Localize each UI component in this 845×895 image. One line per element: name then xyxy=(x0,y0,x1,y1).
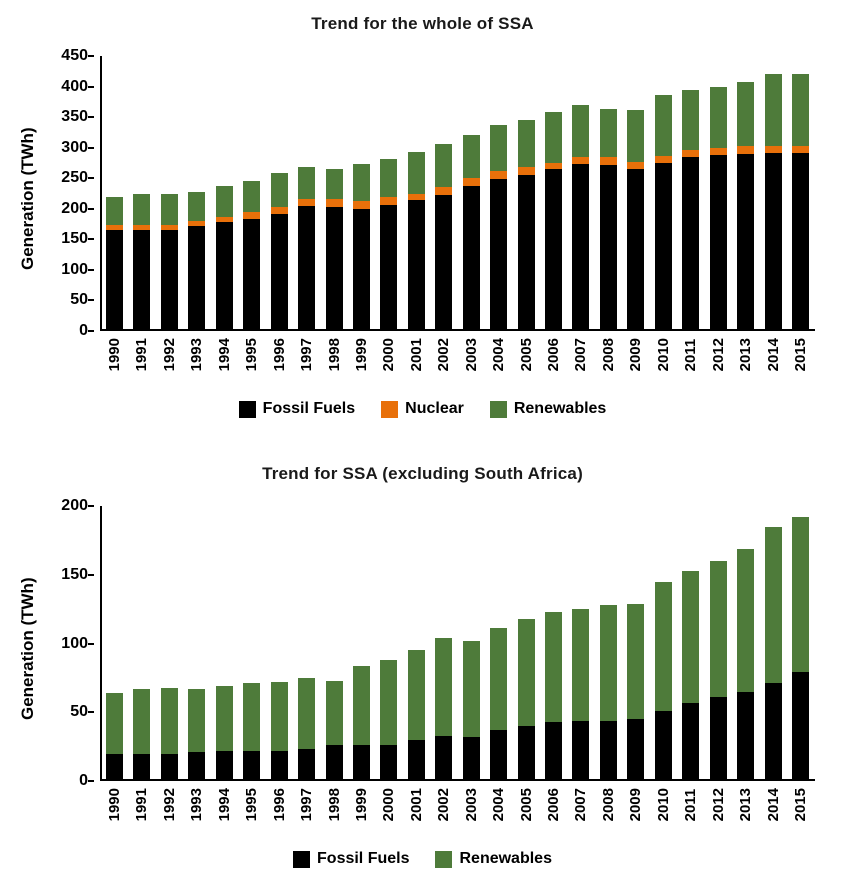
bar-segment-renewables xyxy=(710,561,727,697)
x-tick-label: 2000 xyxy=(380,788,398,822)
legend-label: Renewables xyxy=(459,850,552,867)
y-tick-mark xyxy=(88,147,94,149)
legend-swatch-icon xyxy=(381,401,398,418)
x-tick-label: 2005 xyxy=(517,338,535,372)
bar-column xyxy=(188,56,205,331)
bar-segment-fossil-fuels xyxy=(188,752,205,781)
y-tick-mark xyxy=(88,177,94,179)
x-tick-label: 2009 xyxy=(627,788,645,822)
y-tick-label: 250 xyxy=(61,169,88,187)
y-tick-label: 100 xyxy=(61,634,88,652)
y-tick-mark xyxy=(88,711,94,713)
legend-label: Renewables xyxy=(513,400,607,417)
legend-swatch-icon xyxy=(293,851,310,868)
bar-segment-nuclear xyxy=(435,187,452,194)
bar-segment-nuclear xyxy=(737,146,754,154)
bar-segment-renewables xyxy=(243,683,260,750)
x-tick-label: 2001 xyxy=(407,338,425,372)
y-tick-mark xyxy=(88,86,94,88)
bar-segment-renewables xyxy=(353,164,370,201)
bar-segment-fossil-fuels xyxy=(380,745,397,781)
bar-segment-nuclear xyxy=(518,167,535,174)
bar-column xyxy=(216,56,233,331)
bar-segment-fossil-fuels xyxy=(792,153,809,331)
bar-segment-renewables xyxy=(600,109,617,157)
bar-column xyxy=(463,56,480,331)
bar-segment-renewables xyxy=(737,82,754,146)
chart-top-plot-area xyxy=(61,47,815,339)
bar-column xyxy=(710,56,727,331)
bar-segment-fossil-fuels xyxy=(765,153,782,331)
bar-column xyxy=(682,506,699,781)
bar-segment-nuclear xyxy=(572,157,589,164)
legend-item xyxy=(239,400,355,418)
y-tick-label: 200 xyxy=(61,199,88,217)
bar-segment-fossil-fuels xyxy=(710,697,727,781)
x-tick-label: 1998 xyxy=(325,338,343,372)
x-tick-label: 2006 xyxy=(545,788,562,822)
bar-column xyxy=(518,56,535,331)
x-tick-label: 1995 xyxy=(243,338,261,372)
x-tick-label: 2007 xyxy=(572,338,590,372)
bar-segment-renewables xyxy=(627,604,644,720)
x-tick-label: 2011 xyxy=(682,788,700,822)
y-tick-label: 0 xyxy=(79,322,88,339)
bar-segment-renewables xyxy=(380,159,397,197)
bar-segment-fossil-fuels xyxy=(490,730,507,781)
bar-segment-fossil-fuels xyxy=(545,169,562,331)
bar-segment-renewables xyxy=(133,194,150,225)
x-tick-label: 2002 xyxy=(435,338,453,372)
bar-column xyxy=(408,56,425,331)
bar-segment-renewables xyxy=(737,549,754,692)
bar-column xyxy=(435,506,452,781)
bar-column xyxy=(161,56,178,331)
x-tick-label: 2008 xyxy=(599,338,617,372)
legend-swatch-icon xyxy=(490,401,507,418)
bar-segment-fossil-fuels xyxy=(765,683,782,781)
bar-segment-renewables xyxy=(216,186,233,217)
x-tick-label: 1996 xyxy=(270,788,288,822)
bar-segment-renewables xyxy=(490,125,507,171)
bar-segment-fossil-fuels xyxy=(627,169,644,331)
legend-swatch-icon xyxy=(239,401,256,418)
legend-item xyxy=(381,400,464,418)
x-tick-label: 2011 xyxy=(682,338,700,372)
y-tick-mark xyxy=(88,780,94,782)
bar-column xyxy=(463,506,480,781)
legend-item xyxy=(490,400,606,418)
bar-segment-nuclear xyxy=(408,194,425,201)
chart-bottom-y-ticks xyxy=(42,497,94,789)
bar-column xyxy=(243,56,260,331)
bar-segment-fossil-fuels xyxy=(353,745,370,781)
bar-column xyxy=(627,506,644,781)
x-tick-label: 1990 xyxy=(106,338,123,372)
bar-segment-nuclear xyxy=(765,146,782,153)
chart-bottom-x-labels xyxy=(100,788,815,821)
y-tick-mark xyxy=(88,505,94,507)
bar-segment-renewables xyxy=(380,660,397,745)
x-tick-label: 2003 xyxy=(462,788,480,822)
x-tick-label: 1999 xyxy=(352,788,370,822)
bar-segment-fossil-fuels xyxy=(271,751,288,781)
bar-segment-fossil-fuels xyxy=(216,222,233,331)
x-tick-label: 1997 xyxy=(298,338,316,372)
bar-segment-fossil-fuels xyxy=(463,737,480,781)
bar-segment-renewables xyxy=(216,686,233,751)
bar-segment-fossil-fuels xyxy=(545,722,562,781)
x-tick-label: 2013 xyxy=(737,788,755,822)
bar-column xyxy=(792,56,809,331)
chart-top-y-ticks xyxy=(42,47,94,339)
x-tick-label: 1994 xyxy=(215,788,233,822)
chart-bottom-y-axis-title: Generation (TWh) xyxy=(18,577,37,720)
bar-column xyxy=(326,506,343,781)
y-tick-mark xyxy=(88,269,94,271)
bar-segment-fossil-fuels xyxy=(655,163,672,331)
bar-column xyxy=(765,506,782,781)
y-tick-label: 50 xyxy=(70,291,88,309)
x-tick-label: 2005 xyxy=(517,788,535,822)
chart-top-y-axis-title: Generation (TWh) xyxy=(18,127,37,270)
bar-segment-renewables xyxy=(298,167,315,199)
chart-bottom xyxy=(0,450,845,895)
bar-column xyxy=(545,56,562,331)
legend-label: Fossil Fuels xyxy=(262,400,356,417)
x-tick-label: 1999 xyxy=(352,338,370,372)
y-tick-label: 100 xyxy=(61,260,88,278)
bar-column xyxy=(518,506,535,781)
bar-column xyxy=(572,506,589,781)
bar-segment-fossil-fuels xyxy=(435,736,452,781)
y-tick-label: 450 xyxy=(61,47,88,64)
bar-segment-renewables xyxy=(518,619,535,726)
x-tick-label: 2013 xyxy=(737,338,755,372)
x-tick-label: 1992 xyxy=(160,788,178,822)
bar-segment-renewables xyxy=(627,110,644,162)
bar-column xyxy=(435,56,452,331)
bar-segment-fossil-fuels xyxy=(106,230,123,331)
bar-column xyxy=(243,506,260,781)
bar-segment-renewables xyxy=(435,144,452,187)
bar-segment-fossil-fuels xyxy=(133,754,150,782)
bar-segment-fossil-fuels xyxy=(737,692,754,781)
bar-segment-fossil-fuels xyxy=(271,214,288,331)
bar-column xyxy=(545,506,562,781)
x-tick-label: 2012 xyxy=(709,338,727,372)
y-tick-label: 150 xyxy=(61,230,88,248)
bar-segment-fossil-fuels xyxy=(627,719,644,781)
bar-segment-fossil-fuels xyxy=(161,230,178,331)
bar-segment-fossil-fuels xyxy=(710,155,727,331)
bar-segment-fossil-fuels xyxy=(463,186,480,331)
bar-column xyxy=(408,506,425,781)
bar-segment-renewables xyxy=(518,120,535,168)
x-tick-label: 2004 xyxy=(490,338,508,372)
bar-segment-fossil-fuels xyxy=(518,726,535,781)
bar-column xyxy=(326,56,343,331)
chart-bottom-bars xyxy=(100,506,815,781)
bar-segment-nuclear xyxy=(682,150,699,157)
bar-segment-fossil-fuels xyxy=(326,207,343,331)
y-tick-label: 0 xyxy=(79,772,88,789)
y-tick-label: 150 xyxy=(61,565,88,583)
bar-column xyxy=(298,506,315,781)
y-tick-mark xyxy=(88,330,94,332)
chart-top-x-labels xyxy=(100,338,815,371)
bar-column xyxy=(737,506,754,781)
x-tick-label: 2000 xyxy=(380,338,398,372)
x-tick-label: 2015 xyxy=(791,788,809,822)
chart-top-legend xyxy=(0,400,845,418)
y-tick-mark xyxy=(88,643,94,645)
y-tick-mark xyxy=(88,238,94,240)
bar-segment-renewables xyxy=(326,169,343,199)
bar-segment-renewables xyxy=(271,173,288,207)
bar-segment-nuclear xyxy=(710,148,727,155)
bar-segment-fossil-fuels xyxy=(298,206,315,331)
bar-column xyxy=(710,506,727,781)
bar-segment-fossil-fuels xyxy=(408,740,425,781)
bar-segment-renewables xyxy=(792,517,809,672)
bar-column xyxy=(353,506,370,781)
x-tick-label: 2001 xyxy=(407,788,425,822)
bar-column xyxy=(765,56,782,331)
x-tick-label: 1994 xyxy=(215,338,233,372)
bar-column xyxy=(737,56,754,331)
bar-column xyxy=(188,506,205,781)
bar-segment-fossil-fuels xyxy=(243,219,260,331)
bar-segment-fossil-fuels xyxy=(380,205,397,332)
bar-segment-fossil-fuels xyxy=(408,200,425,331)
bar-segment-nuclear xyxy=(380,197,397,205)
bar-segment-renewables xyxy=(161,194,178,225)
bar-segment-fossil-fuels xyxy=(133,230,150,331)
bar-segment-nuclear xyxy=(792,146,809,153)
bar-segment-fossil-fuels xyxy=(600,165,617,331)
legend-item xyxy=(293,850,409,868)
bar-segment-renewables xyxy=(545,612,562,722)
bar-segment-fossil-fuels xyxy=(682,157,699,331)
bar-segment-fossil-fuels xyxy=(161,754,178,782)
bar-column xyxy=(380,506,397,781)
x-tick-label: 1992 xyxy=(160,338,178,372)
y-tick-mark xyxy=(88,574,94,576)
x-tick-label: 2007 xyxy=(572,788,590,822)
chart-bottom-plot-area xyxy=(61,497,815,789)
bar-segment-fossil-fuels xyxy=(655,711,672,781)
bar-segment-fossil-fuels xyxy=(243,751,260,781)
bar-segment-renewables xyxy=(435,638,452,736)
y-tick-mark xyxy=(88,116,94,118)
bar-segment-fossil-fuels xyxy=(682,703,699,781)
chart-top-bars xyxy=(100,56,815,331)
bar-column xyxy=(600,56,617,331)
bar-column xyxy=(490,56,507,331)
x-tick-label: 1990 xyxy=(106,788,123,822)
bar-column xyxy=(271,506,288,781)
y-tick-label: 400 xyxy=(61,77,88,95)
bar-segment-renewables xyxy=(765,74,782,146)
bar-segment-nuclear xyxy=(326,199,343,207)
legend-label: Fossil Fuels xyxy=(317,850,410,867)
bar-segment-fossil-fuels xyxy=(188,226,205,331)
bar-segment-renewables xyxy=(682,90,699,151)
bar-segment-renewables xyxy=(572,105,589,157)
bar-column xyxy=(353,56,370,331)
bar-segment-renewables xyxy=(463,135,480,178)
x-tick-label: 1995 xyxy=(243,788,261,822)
bar-segment-fossil-fuels xyxy=(737,154,754,331)
bar-column xyxy=(271,56,288,331)
x-tick-label: 1997 xyxy=(298,788,316,822)
bar-column xyxy=(106,56,123,331)
bar-column xyxy=(655,56,672,331)
x-tick-label: 1991 xyxy=(133,338,151,372)
bar-segment-nuclear xyxy=(463,178,480,186)
x-tick-label: 2014 xyxy=(764,788,782,822)
bar-segment-fossil-fuels xyxy=(298,749,315,781)
bar-segment-fossil-fuels xyxy=(435,195,452,331)
legend-swatch-icon xyxy=(435,851,452,868)
bar-segment-nuclear xyxy=(353,201,370,209)
bar-segment-renewables xyxy=(188,192,205,221)
bar-column xyxy=(161,506,178,781)
x-tick-label: 1993 xyxy=(188,338,206,372)
bar-segment-fossil-fuels xyxy=(106,754,123,782)
bar-segment-nuclear xyxy=(627,162,644,169)
bar-segment-renewables xyxy=(133,689,150,754)
legend-item xyxy=(435,850,551,868)
bar-segment-fossil-fuels xyxy=(326,745,343,781)
bar-segment-renewables xyxy=(682,571,699,703)
x-tick-label: 2010 xyxy=(654,788,672,822)
bar-column xyxy=(133,56,150,331)
x-tick-label: 2014 xyxy=(764,338,782,372)
bar-segment-renewables xyxy=(765,527,782,684)
bar-segment-renewables xyxy=(298,678,315,750)
x-tick-label: 2010 xyxy=(654,338,672,372)
x-tick-label: 2009 xyxy=(627,338,645,372)
bar-column xyxy=(682,56,699,331)
x-tick-label: 1996 xyxy=(270,338,288,372)
bar-column xyxy=(298,56,315,331)
bar-segment-fossil-fuels xyxy=(518,175,535,331)
chart-top-title: Trend for the whole of SSA xyxy=(311,14,534,33)
bar-column xyxy=(133,506,150,781)
bar-column xyxy=(627,56,644,331)
bar-segment-renewables xyxy=(243,181,260,213)
bar-segment-fossil-fuels xyxy=(490,179,507,331)
bar-segment-renewables xyxy=(353,666,370,746)
bar-column xyxy=(490,506,507,781)
bar-segment-nuclear xyxy=(655,156,672,163)
bar-segment-renewables xyxy=(655,95,672,156)
x-tick-label: 2002 xyxy=(435,788,453,822)
bar-column xyxy=(216,506,233,781)
bar-segment-renewables xyxy=(161,688,178,754)
bar-segment-renewables xyxy=(188,689,205,752)
bar-column xyxy=(380,56,397,331)
x-tick-label: 2004 xyxy=(490,788,508,822)
y-tick-label: 50 xyxy=(70,703,88,721)
bar-column xyxy=(655,506,672,781)
bar-segment-renewables xyxy=(463,641,480,737)
y-tick-mark xyxy=(88,208,94,210)
y-tick-label: 350 xyxy=(61,108,88,126)
bar-segment-renewables xyxy=(600,605,617,721)
bar-segment-renewables xyxy=(271,682,288,751)
bar-segment-fossil-fuels xyxy=(572,721,589,782)
bar-segment-renewables xyxy=(655,582,672,711)
x-tick-label: 1993 xyxy=(188,788,206,822)
bar-column xyxy=(572,56,589,331)
y-tick-mark xyxy=(88,299,94,301)
bar-segment-renewables xyxy=(408,152,425,194)
bar-segment-renewables xyxy=(545,112,562,163)
bar-segment-fossil-fuels xyxy=(600,721,617,782)
x-tick-label: 1998 xyxy=(325,788,343,822)
bar-segment-nuclear xyxy=(600,157,617,165)
x-tick-label: 2015 xyxy=(791,338,809,372)
bar-segment-nuclear xyxy=(298,199,315,206)
bar-column xyxy=(600,506,617,781)
x-tick-label: 2006 xyxy=(545,338,562,372)
y-tick-label: 200 xyxy=(61,497,88,514)
x-tick-label: 2008 xyxy=(599,788,617,822)
bar-segment-renewables xyxy=(106,197,123,225)
bar-segment-fossil-fuels xyxy=(353,209,370,331)
bar-segment-renewables xyxy=(408,650,425,739)
bar-segment-fossil-fuels xyxy=(572,164,589,331)
chart-bottom-title: Trend for SSA (excluding South Africa) xyxy=(262,464,583,483)
bar-column xyxy=(792,506,809,781)
bar-segment-fossil-fuels xyxy=(216,751,233,781)
bar-column xyxy=(106,506,123,781)
bar-segment-nuclear xyxy=(271,207,288,214)
bar-segment-renewables xyxy=(326,681,343,746)
x-tick-label: 2012 xyxy=(709,788,727,822)
y-tick-mark xyxy=(88,55,94,57)
legend-label: Nuclear xyxy=(405,400,464,417)
bar-segment-renewables xyxy=(792,74,809,146)
bar-segment-renewables xyxy=(106,693,123,754)
x-tick-label: 1991 xyxy=(133,788,151,822)
y-tick-label: 300 xyxy=(61,138,88,156)
bar-segment-nuclear xyxy=(490,171,507,180)
bar-segment-renewables xyxy=(572,609,589,720)
bar-segment-renewables xyxy=(490,628,507,730)
bar-segment-fossil-fuels xyxy=(792,672,809,781)
x-tick-label: 2003 xyxy=(462,338,480,372)
chart-bottom-legend xyxy=(0,850,845,868)
bar-segment-renewables xyxy=(710,87,727,148)
